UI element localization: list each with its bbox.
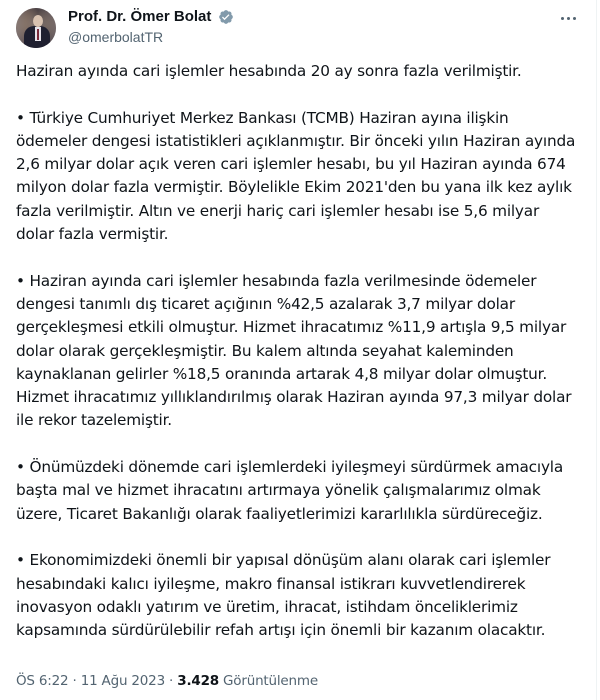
views-label: Görüntülenme bbox=[218, 673, 318, 689]
more-horizontal-icon-dot bbox=[567, 17, 570, 20]
avatar[interactable] bbox=[16, 8, 56, 48]
tweet-meta bbox=[16, 673, 318, 689]
tweet-header bbox=[16, 6, 590, 54]
views-count: 3.428 bbox=[177, 673, 219, 689]
tweet-paragraph: • Ekonomimizdeki önemli bir yapısal dönüşüm alanı olarak cari işlemler hesabındaki kalıcı iyileşme, makro finansal istikrarı kuvvetlendirerek inovasyon odaklı yatırım ve üretim, ihracat, istihdam önceliklerimiz kapsamında sürdürülebilir refah artışı için önemli bir kazanım olacaktır. bbox=[16, 551, 551, 640]
meta-separator: · bbox=[164, 673, 178, 689]
tweet-headline: Haziran ayında cari işlemler hesabında 20 ay sonra fazla verilmiştir. bbox=[16, 62, 522, 80]
more-horizontal-icon-dot bbox=[561, 17, 564, 20]
tweet-paragraph: • Haziran ayında cari işlemler hesabında fazla verilmesinde ödemeler dengesi tanımlı dış ticaret açığının %42,5 azalarak 3,7 milyar dolar gerçekleşmesi etkili olmuştur. Hizmet ihracatımız %11,9 artışla 9,5 milyar dolar olarak gerçekleşmiştir. Bu kalem altında seyahat kaleminden kaynaklanan gelirler %18,5 oranında artarak 4,8 milyar dolar olmuştur. Hizmet ihracatımız yıllıklandırılmış olarak Haziran ayında 97,3 milyar dolar ile rekor tazelemiştir. bbox=[16, 271, 572, 430]
more-options-button[interactable] bbox=[554, 8, 582, 28]
meta-separator: · bbox=[68, 673, 81, 689]
tweet-date[interactable]: 11 Ağu 2023 bbox=[80, 673, 165, 689]
avatar-head bbox=[33, 15, 43, 27]
author-handle[interactable]: @omerbolatTR bbox=[68, 28, 164, 45]
author-display-name[interactable]: Prof. Dr. Ömer Bolat bbox=[68, 7, 212, 25]
more-horizontal-icon-dot bbox=[573, 17, 576, 20]
tweet-paragraph: • Türkiye Cumhuriyet Merkez Bankası (TCMB) Haziran ayına ilişkin ödemeler dengesi istatistikleri açıklanmıştır. Bir önceki yılın Haziran ayında 2,6 milyar dolar açık veren cari işlemler hesabı, bu yıl Haziran ayında 674 milyon dolar fazla vermiştir. Böylelikle Ekim 2021'den bu yana ilk kez aylık fazla verilmiştir. Altın ve enerji hariç cari işlemler hesabı ise 5,6 milyar dolar fazla vermiştir. bbox=[16, 108, 576, 244]
tweet-paragraph: • Önümüzdeki dönemde cari işlemlerdeki iyileşmeyi sürdürmek amacıyla başta mal ve hizmet ihracatını artırmaya yönelik çalışmalarımız olmak üzere, Ticaret Bakanlığı olarak faaliyetlerimizi kararlılıkla sürdüreceğiz. bbox=[16, 458, 564, 523]
avatar-tie bbox=[37, 29, 39, 40]
timeline-border bbox=[596, 0, 597, 700]
tweet-text bbox=[16, 60, 576, 666]
verified-badge-icon bbox=[218, 9, 234, 25]
tweet-time[interactable]: ÖS 6:22 bbox=[16, 673, 69, 689]
author-info bbox=[68, 6, 234, 47]
